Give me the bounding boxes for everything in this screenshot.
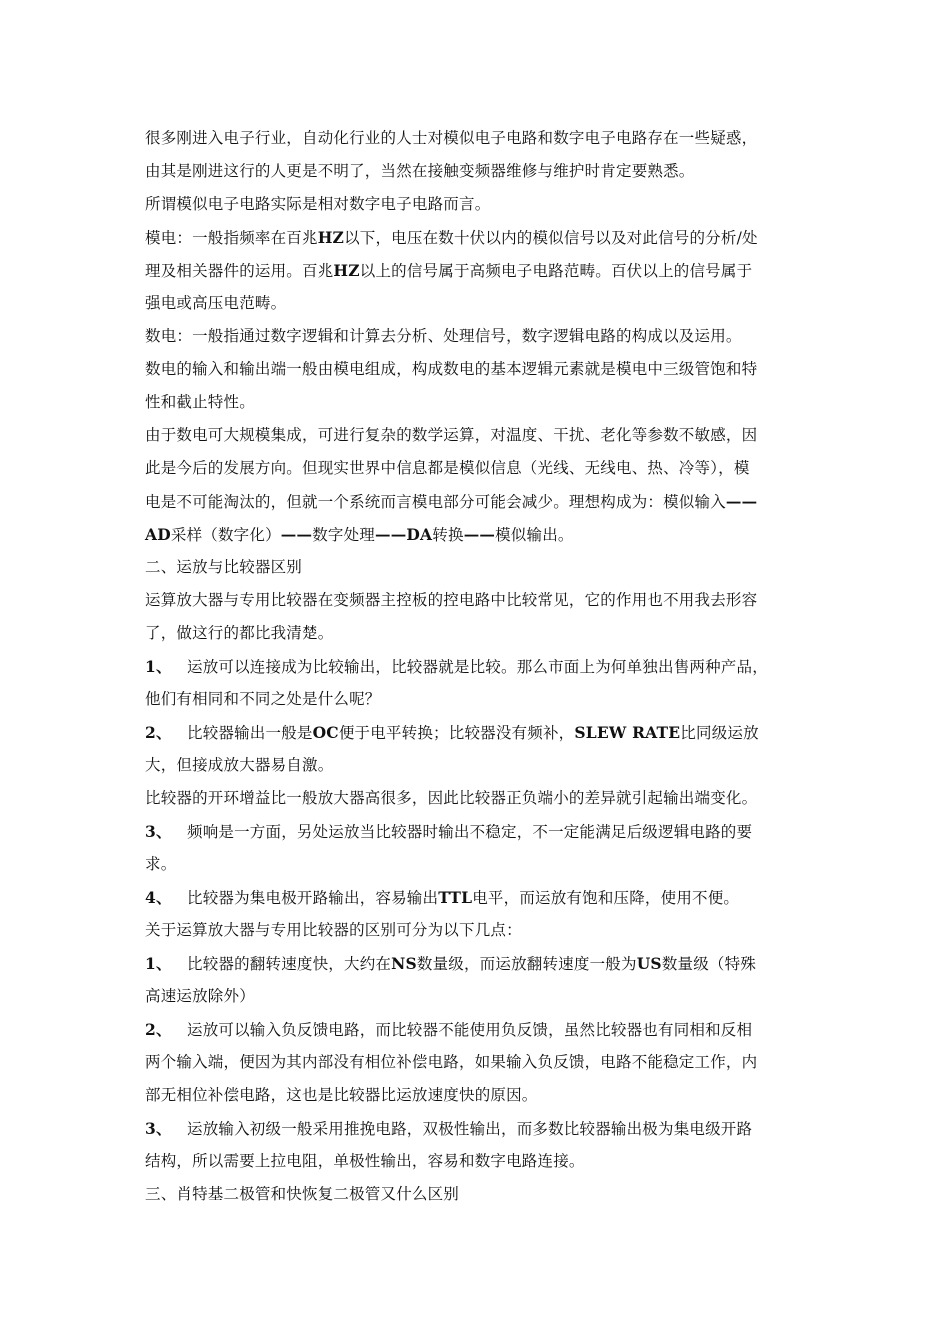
text-line: 数电：一般指通过数字逻辑和计算去分析、处理信号，数字逻辑电路的构成以及运用。 xyxy=(145,327,742,345)
list-item: 1、 比较器的翻转速度快，大约在NS数量级，而运放翻转速度一般为US数量级（特殊 xyxy=(145,954,757,973)
list-item: 3、 频响是一方面，另处运放当比较器时输出不稳定，不一定能满足后级逻辑电路的要 xyxy=(145,822,753,841)
text-line: 高速运放除外） xyxy=(145,987,255,1005)
list-item: 1、 运放可以连接成为比较输出，比较器就是比较。那么市面上为何单独出售两种产品， xyxy=(145,657,768,676)
text-line: 所谓模似电子电路实际是相对数字电子电路而言。 xyxy=(145,195,491,213)
text-line: 很多刚进入电子行业，自动化行业的人士对模似电子电路和数字电子电路存在一些疑惑， xyxy=(145,129,758,147)
text-line: 数电的输入和输出端一般由模电组成，构成数电的基本逻辑元素就是模电中三级管饱和特 xyxy=(145,360,758,378)
text-line: 求。 xyxy=(145,855,177,873)
list-item: 2、 运放可以输入负反馈电路，而比较器不能使用负反馈，虽然比较器也有同相和反相 xyxy=(145,1020,753,1039)
list-item: 4、 比较器为集电极开路输出，容易输出TTL电平，而运放有饱和压降，使用不便。 xyxy=(145,888,740,907)
text-line: 大，但接成放大器易自激。 xyxy=(145,756,334,774)
text-line: 理及相关器件的运用。百兆HZ以上的信号属于高频电子电路范畴。百伏以上的信号属于 xyxy=(145,261,753,280)
text-line: 运算放大器与专用比较器在变频器主控板的控电路中比较常见，它的作用也不用我去形容 xyxy=(145,591,758,609)
text-line: 比较器的开环增益比一般放大器高很多，因此比较器正负端小的差异就引起输出端变化。 xyxy=(145,789,758,807)
text-line: 两个输入端，便因为其内部没有相位补偿电路，如果输入负反馈，电路不能稳定工作，内 xyxy=(145,1053,758,1071)
text-line: 部无相位补偿电路，这也是比较器比运放速度快的原因。 xyxy=(145,1086,538,1104)
text-line: 性和截止特性。 xyxy=(145,393,255,411)
text-line: 了，做这行的都比我清楚。 xyxy=(145,624,334,642)
text-line: 他们有相同和不同之处是什么呢？ xyxy=(145,690,381,708)
text-line: 此是今后的发展方向。但现实世界中信息都是模似信息（光线、无线电、热、冷等），模 xyxy=(145,459,750,477)
list-item: 2、 比较器输出一般是OC便于电平转换；比较器没有频补，SLEW RATE比同级运放 xyxy=(145,723,759,742)
list-item: 3、 运放输入初级一般采用推挽电路，双极性输出，而多数比较器输出极为集电级开路 xyxy=(145,1119,753,1138)
document-body xyxy=(145,122,825,1211)
text-line: 由其是刚进这行的人更是不明了，当然在接触变频器维修与维护时肯定要熟悉。 xyxy=(145,162,695,180)
section-heading: 三、肖特基二极管和快恢复二极管又什么区别 xyxy=(145,1185,460,1203)
text-line: 由于数电可大规模集成，可进行复杂的数学运算，对温度、干扰、老化等参数不敏感，因 xyxy=(145,426,758,444)
text-line: 关于运算放大器与专用比较器的区别可分为以下几点： xyxy=(145,921,522,939)
text-line: AD采样（数字化）——数字处理——DA转换——模似输出。 xyxy=(145,525,574,544)
text-line: 模电：一般指频率在百兆HZ以下，电压在数十伏以内的模似信号以及对此信号的分析/处 xyxy=(145,228,758,247)
section-heading: 二、运放与比较器区别 xyxy=(145,558,303,576)
text-line: 电是不可能淘汰的，但就一个系统而言模电部分可能会减少。理想构成为：模似输入—— xyxy=(145,492,758,511)
text-line: 强电或高压电范畴。 xyxy=(145,294,287,312)
text-line: 结构，所以需要上拉电阻，单极性输出，容易和数字电路连接。 xyxy=(145,1152,585,1170)
